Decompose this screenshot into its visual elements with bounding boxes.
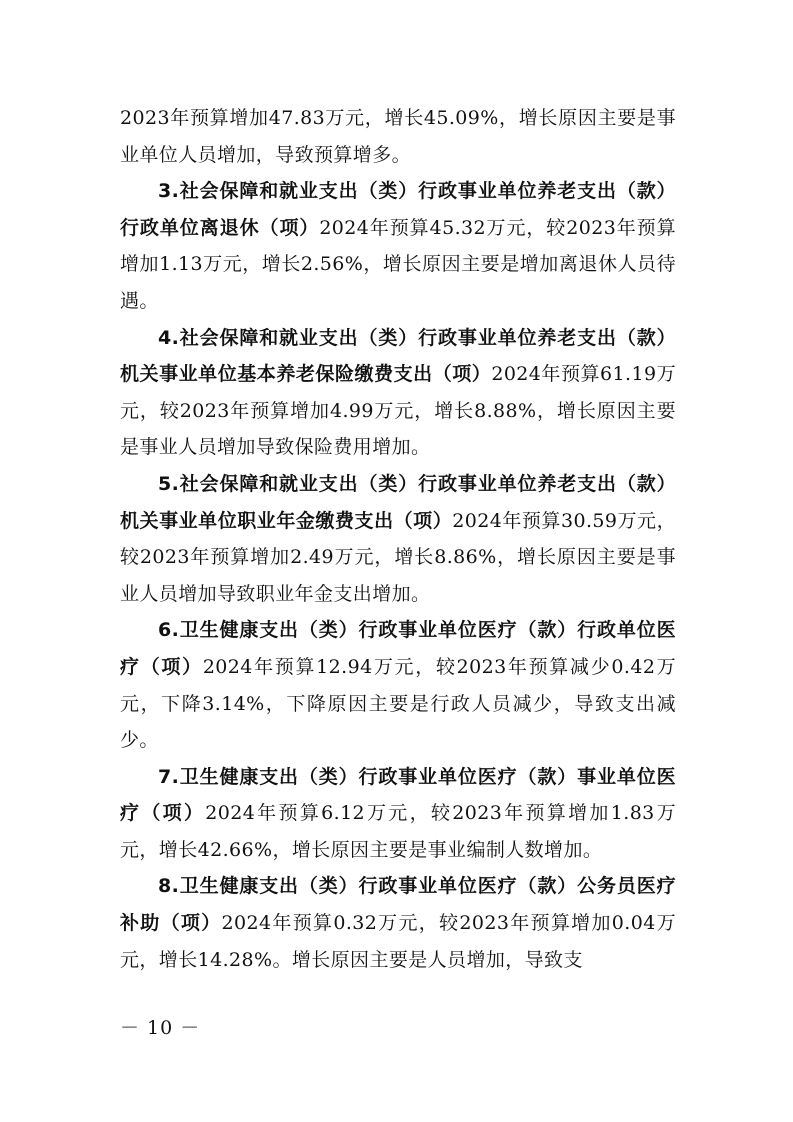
item-body: 2024年预算30.59万元，较2023年预算增加2.49万元，增长8.86%，增长原因主要是事业人员增加导致职业年金支出增加。 [120, 509, 676, 605]
paragraph-continuation [120, 100, 676, 173]
paragraph-item-5 [120, 466, 676, 612]
paragraph-item-8 [120, 868, 676, 978]
item-heading: 3.社会保障和就业支出（类）行政事业单位养老支出（款）行政单位离退休（项） [120, 180, 676, 239]
paragraph-item-4 [120, 320, 676, 466]
paragraph-item-6 [120, 612, 676, 758]
item-body: 2024年预算0.32万元，较2023年预算增加0.04万元，增长14.28%。增长原因主要是人员增加，导致支 [120, 912, 676, 971]
page-number: － 10 － [120, 1017, 201, 1039]
document-body [120, 100, 676, 978]
item-heading: 4.社会保障和就业支出（类）行政事业单位养老支出（款）机关事业单位基本养老保险缴费支出（项） [120, 326, 676, 386]
item-body: 2024年预算12.94万元，较2023年预算减少0.42万元，下降3.14%，下降原因主要是行政人员减少，导致支出减少。 [120, 655, 677, 752]
paragraph-item-7 [120, 759, 676, 869]
item-heading: 7.卫生健康支出（类）行政事业单位医疗（款）事业单位医疗（项） [120, 765, 676, 825]
item-body: 2024年预算45.32万元，较2023年预算增加1.13万元，增长2.56%，增长原因主要是增加离退休人员待遇。 [120, 216, 676, 312]
paragraph-text: 2023年预算增加47.83万元，增长45.09%，增长原因主要是事业单位人员增加，导致预算增多。 [120, 107, 676, 166]
item-heading: 5.社会保障和就业支出（类）行政事业单位养老支出（款）机关事业单位职业年金缴费支出（项） [120, 472, 676, 532]
item-body: 2024年预算6.12万元，较2023年预算增加1.83万元，增长42.66%，增长原因主要是事业编制人数增加。 [120, 802, 676, 861]
item-heading: 6.卫生健康支出（类）行政事业单位医疗（款）行政单位医疗（项） [120, 619, 676, 678]
item-heading: 8.卫生健康支出（类）行政事业单位医疗（款）公务员医疗补助（项） [120, 875, 676, 935]
paragraph-item-3 [120, 173, 676, 319]
item-body: 2024年预算61.19万元，较2023年预算增加4.99万元，增长8.88%，增长原因主要是事业人员增加导致保险费用增加。 [120, 363, 676, 459]
